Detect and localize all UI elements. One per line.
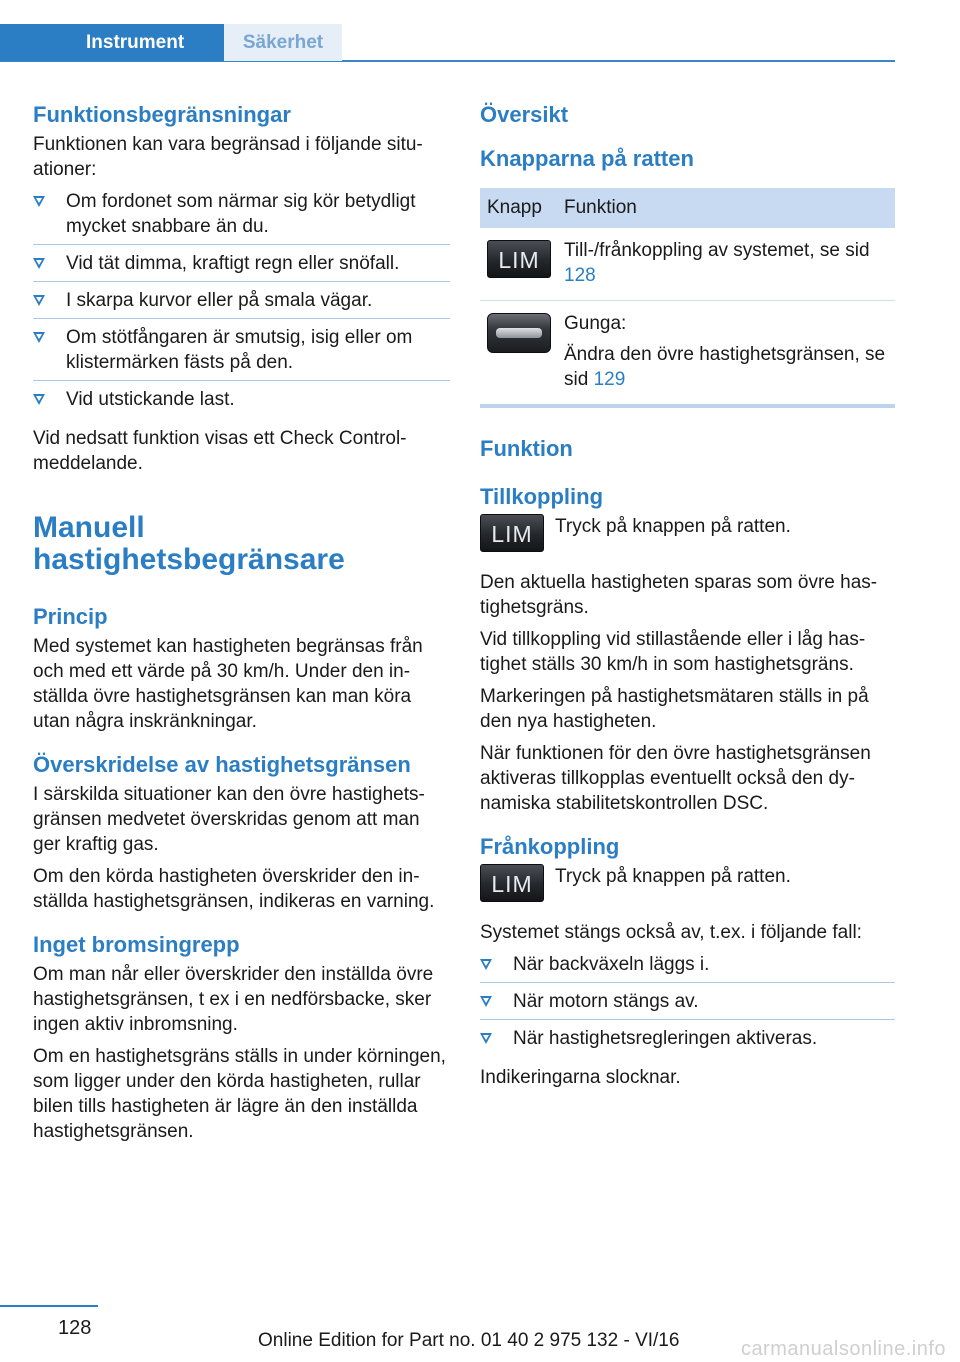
page-link-128[interactable]: 128 (564, 265, 596, 286)
row1-text: Till-/frånkoppling av systemet, se sid (564, 240, 870, 261)
section-title: Manuell hastighetsbegränsare (33, 511, 345, 576)
table-row (480, 301, 895, 404)
tab-sakerhet[interactable]: Säkerhet (224, 24, 342, 61)
list-item: Om stötfångaren är smutsig, isig eller om klistermärken fästs på den. (33, 325, 450, 381)
on-heading: Tillkoppling (480, 484, 604, 509)
triangle-bullet-icon (33, 295, 45, 306)
triangle-bullet-icon (480, 1033, 492, 1044)
table-header-knapp: Knapp (487, 197, 542, 218)
list-item: Vid utstickande last. (33, 387, 450, 419)
limits-outro: Vid nedsatt funktion visas ett Check Control-meddelande. (33, 428, 407, 474)
footer-rule (0, 1305, 98, 1307)
page-number: 128 (58, 1317, 92, 1339)
row2-title: Gunga: (564, 313, 627, 334)
triangle-bullet-icon (33, 332, 45, 343)
nobrake-text-2: Om en hastighetsgräns ställs in under körningen, som ligger under den körda hastigheten, rullar bilen tills hastigheten är lägre än den inställda hastighetsgränsen. (33, 1046, 446, 1142)
edition-text: Online Edition for Part no. 01 40 2 975 132 - VI/16 (258, 1330, 680, 1351)
limits-intro: Funktionen kan vara begränsad i följande situationer: (33, 134, 423, 180)
table-row (480, 228, 895, 301)
lim-button-icon: LIM (480, 514, 544, 552)
overview-heading: Översikt (480, 102, 569, 127)
nobrake-heading: Inget bromsingrepp (33, 932, 240, 957)
list-item: I skarpa kurvor eller på smala vägar. (33, 288, 450, 319)
exceed-text-1: I särskilda situationer kan den övre hastighetsgränsen medvetet överskridas genom att man ger kraftig gas. (33, 784, 425, 855)
on-p4: När funktionen för den övre hastighetsgränsen aktiveras tillkopplas eventuellt också den dynamiska stabilitetskontrollen DSC. (480, 743, 871, 814)
triangle-bullet-icon (480, 959, 492, 970)
triangle-bullet-icon (33, 258, 45, 269)
triangle-bullet-icon (480, 996, 492, 1007)
off-instruction: LIM Tryck på knappen på ratten. (480, 864, 895, 908)
on-p2: Vid tillkoppling vid stillastående eller i låg hastighet ställs 30 km/h in som hastighetsgräns. (480, 629, 866, 675)
rocker-switch-icon (487, 313, 551, 353)
principle-text: Med systemet kan hastigheten begränsas från och med ett värde på 30 km/h. Under den inställda övre hastighetsgränsen kan man köra utan några inskränkningar. (33, 636, 423, 732)
triangle-bullet-icon (33, 394, 45, 405)
watermark: carmanualsonline.info (740, 1338, 946, 1360)
right-column (480, 100, 895, 1097)
limits-list (33, 189, 450, 419)
table-header (480, 188, 895, 228)
off-heading: Frånkoppling (480, 834, 620, 859)
page-link-129[interactable]: 129 (593, 369, 626, 390)
off-intro: Systemet stängs också av, t.ex. i följande fall: (480, 922, 862, 943)
list-item: När hastighetsregleringen aktiveras. (480, 1026, 895, 1058)
function-heading: Funktion (480, 436, 573, 461)
row2-text: Ändra den övre hastighetsgränsen, se sid (564, 344, 886, 390)
left-column (33, 100, 450, 1151)
lim-button-icon: LIM (480, 864, 544, 902)
list-item: Vid tät dimma, kraftigt regn eller snöfall. (33, 251, 450, 282)
on-p3: Markeringen på hastighetsmätaren ställs in på den nya hastigheten. (480, 686, 869, 732)
table-header-funktion: Funktion (564, 197, 637, 218)
nobrake-text-1: Om man når eller överskrider den inställda övre hastighetsgränsen, t ex i en nedförsbacke, sker ingen aktiv inbromsning. (33, 964, 434, 1035)
buttons-table (480, 188, 895, 408)
buttons-heading: Knapparna på ratten (480, 146, 694, 171)
triangle-bullet-icon (33, 196, 45, 207)
tab-instrument[interactable]: Instrument (0, 24, 224, 61)
on-p1: Den aktuella hastigheten sparas som övre hastighetsgräns. (480, 572, 878, 618)
limits-heading: Funktionsbegränsningar (33, 102, 291, 127)
exceed-text-2: Om den körda hastigheten överskrider den inställda hastighetsgränsen, indikeras en varning. (33, 866, 435, 912)
principle-heading: Princip (33, 604, 108, 629)
on-instruction: LIM Tryck på knappen på ratten. (480, 514, 895, 558)
list-item: Om fordonet som närmar sig kör betydligt mycket snabbare än du. (33, 189, 450, 245)
section-tabs (0, 24, 895, 62)
list-item: När motorn stängs av. (480, 989, 895, 1020)
list-item: När backväxeln läggs i. (480, 952, 895, 983)
lim-button-icon: LIM (487, 240, 551, 278)
off-list (480, 952, 895, 1058)
off-outro: Indikeringarna slocknar. (480, 1067, 681, 1088)
exceed-heading: Överskridelse av hastighetsgränsen (33, 752, 411, 777)
